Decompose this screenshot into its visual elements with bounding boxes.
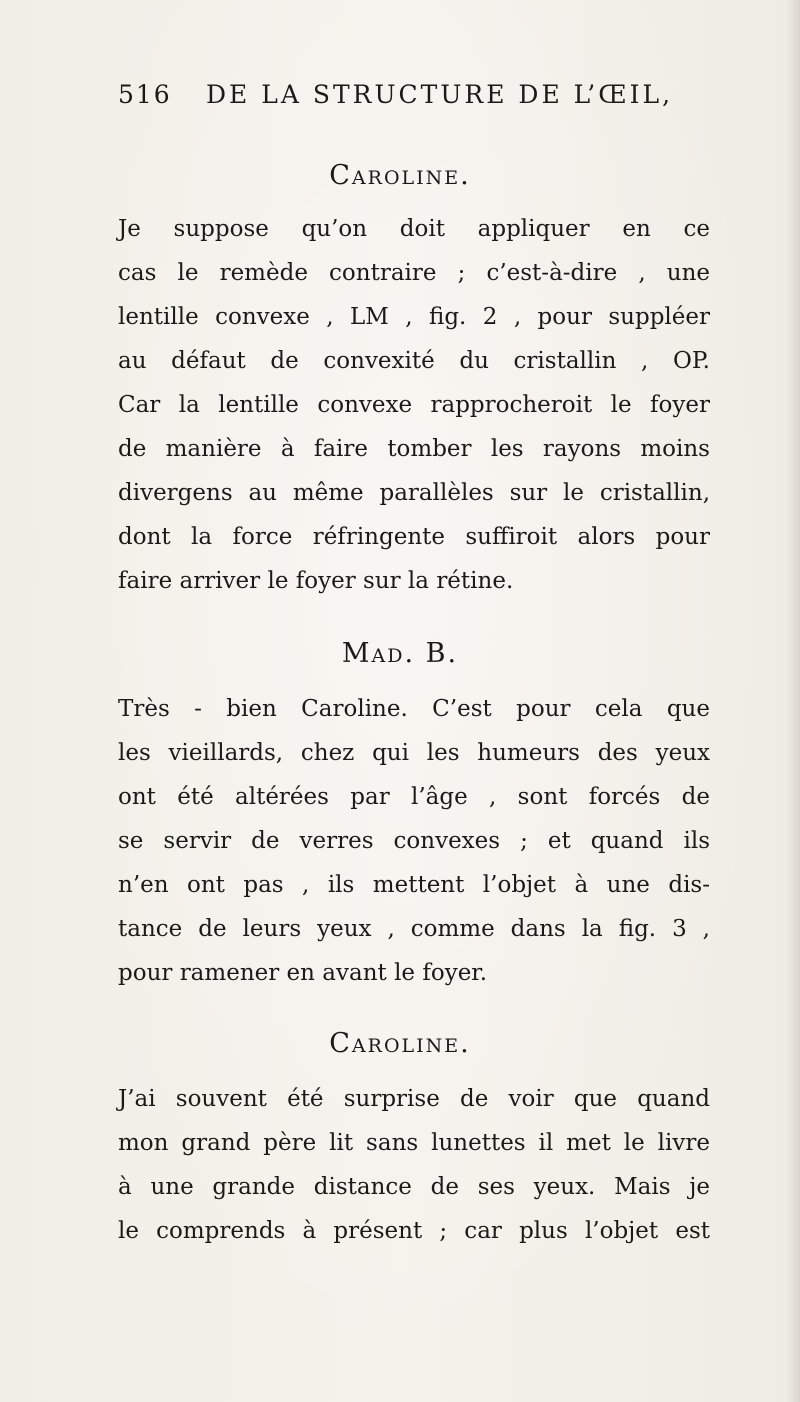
text-line: tance de leurs yeux , comme dans la fig. 3 , [118, 916, 710, 942]
text-line: se servir de verres convexes ; et quand ils [118, 828, 710, 854]
page-edge-shadow [786, 0, 800, 1402]
text-line: pour ramener en avant le foyer. [118, 960, 488, 986]
text-line: Je suppose qu’on doit appliquer en ce [118, 216, 710, 242]
running-title: DE LA STRUCTURE DE L’ŒIL, [206, 80, 674, 109]
text-line: le comprends à présent ; car plus l’objet est [118, 1218, 710, 1244]
text-line: Car la lentille convexe rapprocheroit le foyer [118, 392, 710, 418]
text-line: n’en ont pas , ils mettent l’objet à une dis- [118, 872, 710, 898]
running-head [118, 80, 678, 120]
text-line: Très - bien Caroline. C’est pour cela que [118, 696, 710, 722]
speaker-caroline-2: Caroline. [329, 1028, 471, 1059]
text-line: cas le remède contraire ; c’est-à-dire , une [118, 260, 710, 286]
speaker-caroline-1: Caroline. [329, 160, 471, 191]
text-line: ont été altérées par l’âge , sont forcés de [118, 784, 710, 810]
speaker-mad-b: Mad. B. [341, 638, 459, 669]
text-line: les vieillards, chez qui les humeurs des yeux [118, 740, 710, 766]
text-line: au défaut de convexité du cristallin , OP. [118, 348, 710, 374]
text-line: dont la force réfringente suffiroit alors pour [118, 524, 710, 550]
text-line: faire arriver le foyer sur la rétine. [118, 568, 514, 594]
text-line: de manière à faire tomber les rayons moins [118, 436, 710, 462]
text-line: à une grande distance de ses yeux. Mais je [118, 1174, 710, 1200]
text-line: divergens au même parallèles sur le cristallin, [118, 480, 710, 506]
text-line: J’ai souvent été surprise de voir que quand [118, 1086, 710, 1112]
page-number: 516 [118, 80, 172, 109]
text-line: lentille convexe , LM , fig. 2 , pour suppléer [118, 304, 710, 330]
text-line: mon grand père lit sans lunettes il met le livre [118, 1130, 710, 1156]
